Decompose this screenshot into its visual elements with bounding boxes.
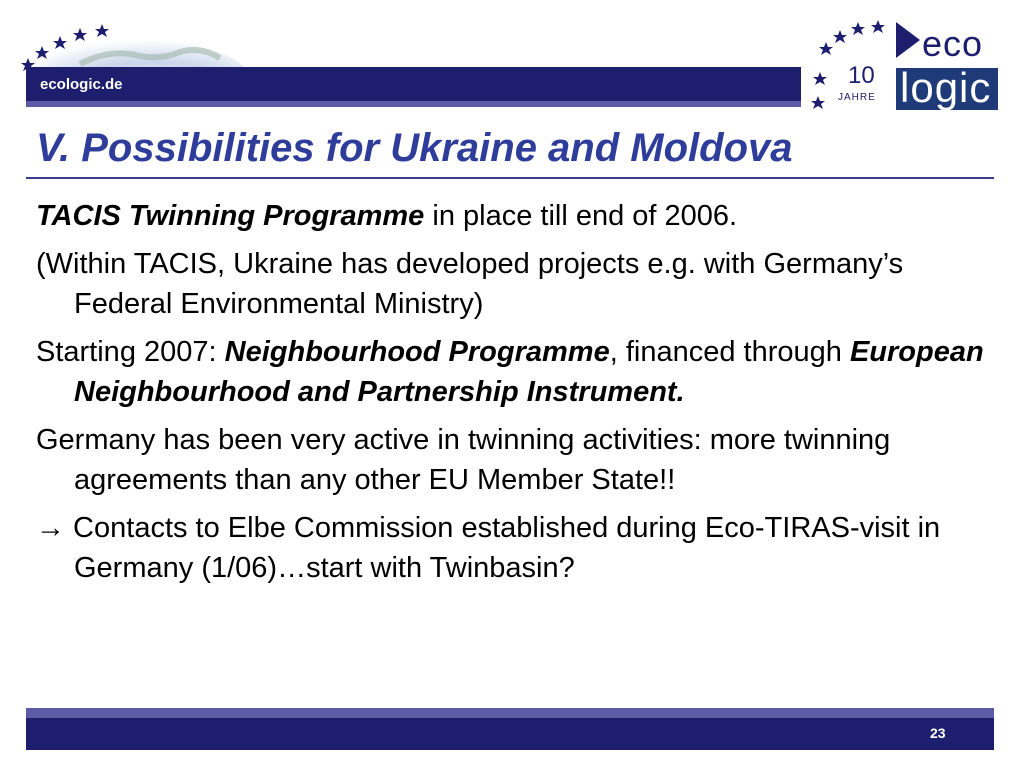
- emphasis-tacis: TACIS Twinning Programme: [36, 200, 425, 232]
- logo-anniversary-label: JAHRE: [838, 92, 876, 103]
- header-bar-accent: [26, 101, 801, 107]
- logo-word-eco: eco: [922, 23, 984, 64]
- footer-accent: [26, 708, 994, 718]
- header-bar: [26, 67, 801, 101]
- paragraph-text: , financed through: [609, 336, 850, 368]
- paragraph-text: Starting 2007:: [36, 336, 225, 368]
- arrow-icon: →: [36, 512, 65, 544]
- logo-word-logic: logic: [900, 64, 992, 111]
- footer-bar: [26, 718, 994, 750]
- title-divider: [26, 177, 994, 179]
- paragraph-text: in place till end of 2006.: [424, 200, 738, 232]
- paragraph-text: (Within TACIS, Ukraine has developed projects e.g. with Germany’s Federal Environmental Ministry): [36, 248, 904, 320]
- slide-content: [36, 196, 996, 596]
- emphasis-neighbourhood-programme: Neighbourhood Programme: [224, 336, 610, 368]
- slide-title: V. Possibilities for Ukraine and Moldova: [36, 126, 793, 170]
- paragraph-tacis: [36, 196, 996, 236]
- logo-anniversary-number: 10: [848, 62, 875, 89]
- paragraph-text: Contacts to Elbe Commission established during Eco-TIRAS-visit in Germany (1/06)…start with Twinbasin?: [65, 512, 941, 584]
- site-label: ecologic.de: [40, 76, 123, 93]
- paragraph-elbe-contacts: [36, 508, 996, 588]
- page-number: 23: [930, 725, 946, 741]
- emphasis-enpi: European Neighbourhood and Partnership Instrument.: [74, 336, 984, 408]
- paragraph-text: Germany has been very active in twinning activities: more twinning agreements than any other EU Member State!!: [36, 424, 891, 496]
- paragraph-germany-twinning: [36, 420, 996, 500]
- paragraph-within-tacis: [36, 244, 996, 324]
- paragraph-neighbourhood: [36, 332, 996, 412]
